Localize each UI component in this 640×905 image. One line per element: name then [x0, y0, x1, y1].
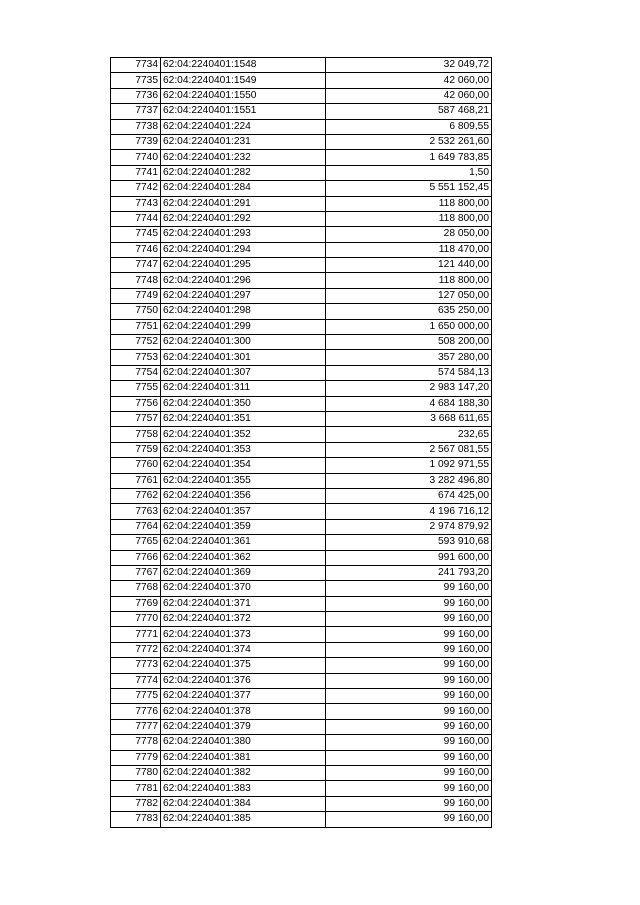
cadastral-number-cell: 62:04:2240401:357 — [161, 504, 326, 519]
value-cell: 2 532 261,60 — [326, 134, 492, 149]
cadastral-number-cell: 62:04:2240401:376 — [161, 673, 326, 688]
row-number-cell: 7747 — [111, 258, 161, 273]
table-row — [111, 350, 492, 365]
row-number-cell: 7751 — [111, 319, 161, 334]
row-number-cell: 7780 — [111, 765, 161, 780]
row-number-cell: 7758 — [111, 427, 161, 442]
table-row — [111, 134, 492, 149]
table-row — [111, 458, 492, 473]
table-row — [111, 58, 492, 73]
value-cell: 1 649 783,85 — [326, 150, 492, 165]
row-number-cell: 7767 — [111, 565, 161, 580]
cadastral-number-cell: 62:04:2240401:300 — [161, 335, 326, 350]
cadastral-number-cell: 62:04:2240401:294 — [161, 242, 326, 257]
cadastral-number-cell: 62:04:2240401:374 — [161, 642, 326, 657]
value-cell: 357 280,00 — [326, 350, 492, 365]
value-cell: 127 050,00 — [326, 288, 492, 303]
value-cell: 99 160,00 — [326, 812, 492, 827]
value-cell: 28 050,00 — [326, 227, 492, 242]
cadastral-number-cell: 62:04:2240401:1550 — [161, 88, 326, 103]
cadastral-number-cell: 62:04:2240401:291 — [161, 196, 326, 211]
table-body — [111, 58, 492, 828]
cadastral-number-cell: 62:04:2240401:355 — [161, 473, 326, 488]
cadastral-number-cell: 62:04:2240401:293 — [161, 227, 326, 242]
value-cell: 118 800,00 — [326, 273, 492, 288]
value-cell: 508 200,00 — [326, 335, 492, 350]
value-cell: 99 160,00 — [326, 735, 492, 750]
table-row — [111, 381, 492, 396]
value-cell: 118 800,00 — [326, 196, 492, 211]
table-row — [111, 242, 492, 257]
row-number-cell: 7762 — [111, 488, 161, 503]
cadastral-number-cell: 62:04:2240401:295 — [161, 258, 326, 273]
cadastral-number-cell: 62:04:2240401:298 — [161, 304, 326, 319]
value-cell: 6 809,55 — [326, 119, 492, 134]
row-number-cell: 7736 — [111, 88, 161, 103]
table-row — [111, 612, 492, 627]
table-row — [111, 658, 492, 673]
cadastral-number-cell: 62:04:2240401:351 — [161, 411, 326, 426]
value-cell: 2 974 879,92 — [326, 519, 492, 534]
row-number-cell: 7757 — [111, 411, 161, 426]
value-cell: 574 584,13 — [326, 365, 492, 380]
row-number-cell: 7769 — [111, 596, 161, 611]
row-number-cell: 7754 — [111, 365, 161, 380]
cadastral-number-cell: 62:04:2240401:380 — [161, 735, 326, 750]
row-number-cell: 7772 — [111, 642, 161, 657]
row-number-cell: 7746 — [111, 242, 161, 257]
table-row — [111, 473, 492, 488]
value-cell: 1 092 971,55 — [326, 458, 492, 473]
cadastral-number-cell: 62:04:2240401:377 — [161, 689, 326, 704]
table-row — [111, 104, 492, 119]
cadastral-number-cell: 62:04:2240401:1549 — [161, 73, 326, 88]
table-row — [111, 88, 492, 103]
value-cell: 99 160,00 — [326, 627, 492, 642]
value-cell: 99 160,00 — [326, 781, 492, 796]
cadastral-number-cell: 62:04:2240401:353 — [161, 442, 326, 457]
table-row — [111, 288, 492, 303]
data-table — [110, 57, 492, 828]
value-cell: 4 196 716,12 — [326, 504, 492, 519]
table-row — [111, 196, 492, 211]
row-number-cell: 7755 — [111, 381, 161, 396]
value-cell: 99 160,00 — [326, 719, 492, 734]
table-row — [111, 704, 492, 719]
row-number-cell: 7779 — [111, 750, 161, 765]
cadastral-number-cell: 62:04:2240401:296 — [161, 273, 326, 288]
value-cell: 99 160,00 — [326, 796, 492, 811]
cadastral-number-cell: 62:04:2240401:297 — [161, 288, 326, 303]
value-cell: 118 800,00 — [326, 211, 492, 226]
row-number-cell: 7748 — [111, 273, 161, 288]
table-row — [111, 73, 492, 88]
row-number-cell: 7752 — [111, 335, 161, 350]
cadastral-number-cell: 62:04:2240401:352 — [161, 427, 326, 442]
table-row — [111, 150, 492, 165]
row-number-cell: 7774 — [111, 673, 161, 688]
cadastral-number-cell: 62:04:2240401:362 — [161, 550, 326, 565]
cadastral-number-cell: 62:04:2240401:361 — [161, 535, 326, 550]
table-row — [111, 227, 492, 242]
cadastral-number-cell: 62:04:2240401:383 — [161, 781, 326, 796]
row-number-cell: 7763 — [111, 504, 161, 519]
cadastral-number-cell: 62:04:2240401:350 — [161, 396, 326, 411]
cadastral-number-cell: 62:04:2240401:354 — [161, 458, 326, 473]
row-number-cell: 7766 — [111, 550, 161, 565]
value-cell: 635 250,00 — [326, 304, 492, 319]
cadastral-number-cell: 62:04:2240401:359 — [161, 519, 326, 534]
value-cell: 99 160,00 — [326, 658, 492, 673]
cadastral-number-cell: 62:04:2240401:307 — [161, 365, 326, 380]
row-number-cell: 7737 — [111, 104, 161, 119]
table-row — [111, 765, 492, 780]
row-number-cell: 7760 — [111, 458, 161, 473]
table-row — [111, 442, 492, 457]
value-cell: 587 468,21 — [326, 104, 492, 119]
table-row — [111, 735, 492, 750]
cadastral-number-cell: 62:04:2240401:301 — [161, 350, 326, 365]
cadastral-number-cell: 62:04:2240401:369 — [161, 565, 326, 580]
table-row — [111, 319, 492, 334]
cadastral-number-cell: 62:04:2240401:373 — [161, 627, 326, 642]
row-number-cell: 7764 — [111, 519, 161, 534]
value-cell: 99 160,00 — [326, 765, 492, 780]
cadastral-number-cell: 62:04:2240401:1551 — [161, 104, 326, 119]
cadastral-number-cell: 62:04:2240401:370 — [161, 581, 326, 596]
table-row — [111, 211, 492, 226]
value-cell: 5 551 152,45 — [326, 181, 492, 196]
cadastral-number-cell: 62:04:2240401:311 — [161, 381, 326, 396]
table-row — [111, 411, 492, 426]
row-number-cell: 7739 — [111, 134, 161, 149]
cadastral-number-cell: 62:04:2240401:1548 — [161, 58, 326, 73]
value-cell: 121 440,00 — [326, 258, 492, 273]
value-cell: 99 160,00 — [326, 704, 492, 719]
value-cell: 2 567 081,55 — [326, 442, 492, 457]
table-row — [111, 550, 492, 565]
cadastral-number-cell: 62:04:2240401:224 — [161, 119, 326, 134]
table-row — [111, 396, 492, 411]
row-number-cell: 7778 — [111, 735, 161, 750]
row-number-cell: 7749 — [111, 288, 161, 303]
row-number-cell: 7745 — [111, 227, 161, 242]
value-cell: 241 793,20 — [326, 565, 492, 580]
table-row — [111, 565, 492, 580]
cadastral-number-cell: 62:04:2240401:372 — [161, 612, 326, 627]
row-number-cell: 7765 — [111, 535, 161, 550]
row-number-cell: 7750 — [111, 304, 161, 319]
value-cell: 674 425,00 — [326, 488, 492, 503]
table-row — [111, 488, 492, 503]
row-number-cell: 7756 — [111, 396, 161, 411]
cadastral-number-cell: 62:04:2240401:382 — [161, 765, 326, 780]
row-number-cell: 7771 — [111, 627, 161, 642]
row-number-cell: 7773 — [111, 658, 161, 673]
value-cell: 1 650 000,00 — [326, 319, 492, 334]
value-cell: 1,50 — [326, 165, 492, 180]
value-cell: 99 160,00 — [326, 612, 492, 627]
table-row — [111, 365, 492, 380]
table-row — [111, 581, 492, 596]
value-cell: 42 060,00 — [326, 88, 492, 103]
table-row — [111, 427, 492, 442]
row-number-cell: 7775 — [111, 689, 161, 704]
table-row — [111, 304, 492, 319]
row-number-cell: 7734 — [111, 58, 161, 73]
table-row — [111, 673, 492, 688]
row-number-cell: 7776 — [111, 704, 161, 719]
cadastral-number-cell: 62:04:2240401:381 — [161, 750, 326, 765]
table-row — [111, 119, 492, 134]
row-number-cell: 7753 — [111, 350, 161, 365]
table-row — [111, 335, 492, 350]
value-cell: 99 160,00 — [326, 689, 492, 704]
row-number-cell: 7768 — [111, 581, 161, 596]
cadastral-number-cell: 62:04:2240401:284 — [161, 181, 326, 196]
value-cell: 99 160,00 — [326, 673, 492, 688]
value-cell: 991 600,00 — [326, 550, 492, 565]
row-number-cell: 7781 — [111, 781, 161, 796]
value-cell: 4 684 188,30 — [326, 396, 492, 411]
row-number-cell: 7777 — [111, 719, 161, 734]
value-cell: 32 049,72 — [326, 58, 492, 73]
table-row — [111, 719, 492, 734]
table-row — [111, 596, 492, 611]
table-row — [111, 750, 492, 765]
table-row — [111, 273, 492, 288]
value-cell: 232,65 — [326, 427, 492, 442]
value-cell: 3 668 611,65 — [326, 411, 492, 426]
table-row — [111, 781, 492, 796]
value-cell: 42 060,00 — [326, 73, 492, 88]
row-number-cell: 7741 — [111, 165, 161, 180]
cadastral-number-cell: 62:04:2240401:299 — [161, 319, 326, 334]
value-cell: 99 160,00 — [326, 642, 492, 657]
cadastral-number-cell: 62:04:2240401:371 — [161, 596, 326, 611]
cadastral-number-cell: 62:04:2240401:375 — [161, 658, 326, 673]
value-cell: 3 282 496,80 — [326, 473, 492, 488]
row-number-cell: 7742 — [111, 181, 161, 196]
table-row — [111, 181, 492, 196]
table-row — [111, 627, 492, 642]
row-number-cell: 7782 — [111, 796, 161, 811]
row-number-cell: 7770 — [111, 612, 161, 627]
value-cell: 118 470,00 — [326, 242, 492, 257]
table-row — [111, 258, 492, 273]
value-cell: 2 983 147,20 — [326, 381, 492, 396]
value-cell: 99 160,00 — [326, 596, 492, 611]
table-row — [111, 504, 492, 519]
table-row — [111, 535, 492, 550]
table-row — [111, 812, 492, 827]
cadastral-number-cell: 62:04:2240401:379 — [161, 719, 326, 734]
cadastral-number-cell: 62:04:2240401:231 — [161, 134, 326, 149]
row-number-cell: 7759 — [111, 442, 161, 457]
value-cell: 99 160,00 — [326, 581, 492, 596]
cadastral-number-cell: 62:04:2240401:292 — [161, 211, 326, 226]
cadastral-number-cell: 62:04:2240401:282 — [161, 165, 326, 180]
cadastral-number-cell: 62:04:2240401:378 — [161, 704, 326, 719]
row-number-cell: 7761 — [111, 473, 161, 488]
cadastral-number-cell: 62:04:2240401:384 — [161, 796, 326, 811]
table-row — [111, 689, 492, 704]
table-row — [111, 796, 492, 811]
table-row — [111, 642, 492, 657]
table-row — [111, 519, 492, 534]
value-cell: 593 910,68 — [326, 535, 492, 550]
table-row — [111, 165, 492, 180]
cadastral-number-cell: 62:04:2240401:356 — [161, 488, 326, 503]
row-number-cell: 7744 — [111, 211, 161, 226]
row-number-cell: 7738 — [111, 119, 161, 134]
value-cell: 99 160,00 — [326, 750, 492, 765]
row-number-cell: 7743 — [111, 196, 161, 211]
cadastral-number-cell: 62:04:2240401:385 — [161, 812, 326, 827]
row-number-cell: 7735 — [111, 73, 161, 88]
row-number-cell: 7783 — [111, 812, 161, 827]
row-number-cell: 7740 — [111, 150, 161, 165]
cadastral-number-cell: 62:04:2240401:232 — [161, 150, 326, 165]
